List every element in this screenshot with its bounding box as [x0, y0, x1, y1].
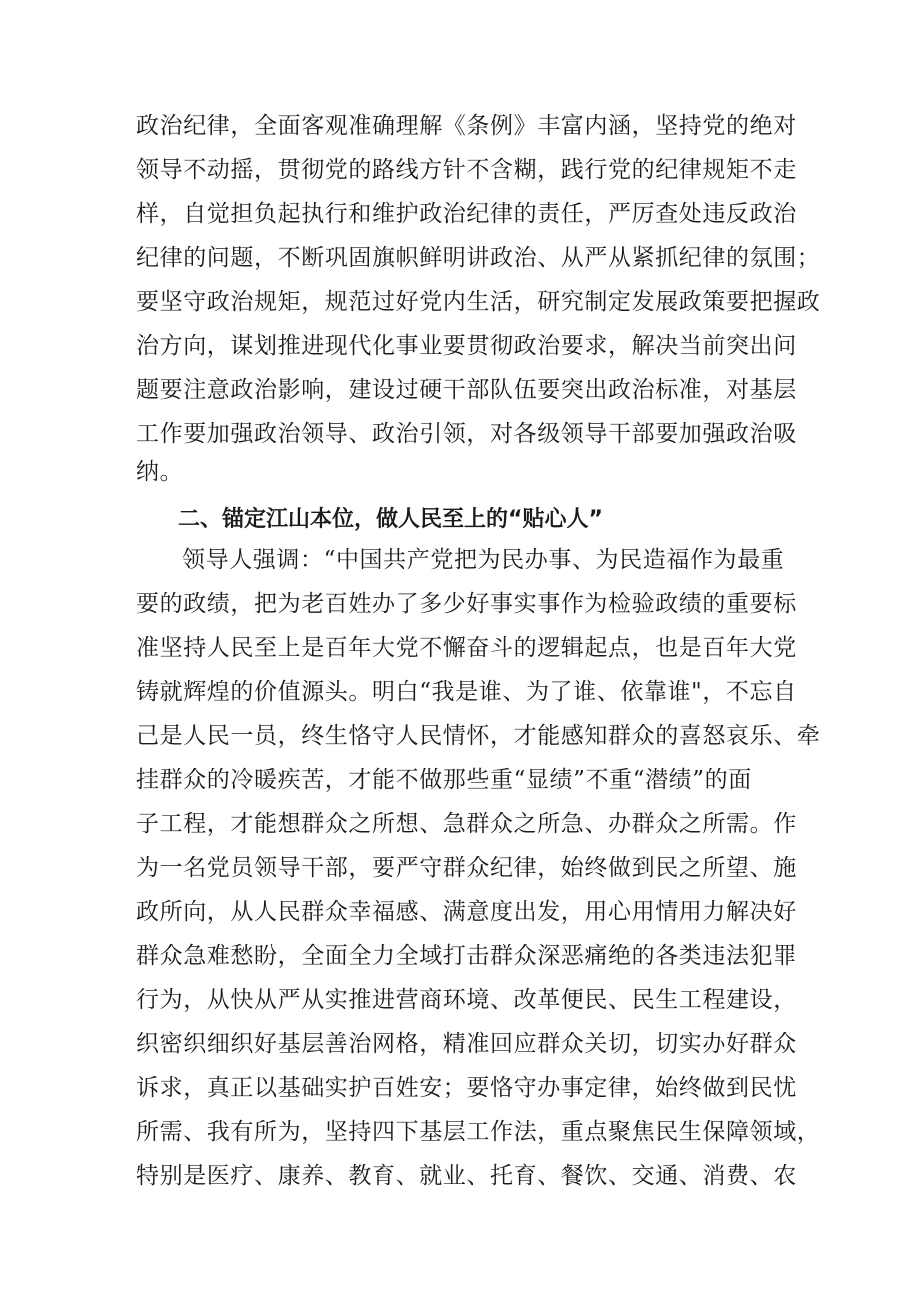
paragraph-line: 己是人民一员，终生恪守人民情怀，才能感知群众的喜怒哀乐、牵	[136, 723, 821, 749]
paragraph-line: 领导不动摇，贯彻党的路线方针不含糊，践行党的纪律规矩不走	[136, 157, 797, 183]
paragraph-line: 要的政绩，把为老百姓办了多少好事实事作为检验政绩的重要标	[136, 591, 797, 617]
paragraph-line: 行为，从快从严从实推进营商环境、改革便民、民生工程建设，	[136, 987, 797, 1013]
paragraph-line: 样，自觉担负起执行和维护政治纪律的责任，严厉查处违反政治	[136, 201, 797, 227]
paragraph-line: 铸就辉煌的价值源头。明白“我是谁、为了谁、依靠谁"，不忘自	[136, 679, 797, 705]
paragraph-line: 题要注意政治影响，建设过硬干部队伍要突出政治标准，对基层	[136, 377, 797, 403]
paragraph-line: 为一名党员领导干部，要严守群众纪律，始终做到民之所望、施	[136, 855, 797, 881]
paragraph-line: 特别是医疗、康养、教育、就业、托育、餐饮、交通、消费、农	[136, 1163, 797, 1189]
paragraph-line: 要坚守政治规矩，规范过好党内生活，研究制定发展政策要把握政	[136, 289, 821, 315]
paragraph-line: 准坚持人民至上是百年大党不懈奋斗的逻辑起点，也是百年大党	[136, 635, 797, 661]
paragraph-line: 纪律的问题，不断巩固旗帜鲜明讲政治、从严从紧抓纪律的氛围；	[136, 245, 821, 271]
paragraph-line: 织密织细织好基层善治网格，精准回应群众关切，切实办好群众	[136, 1031, 797, 1057]
paragraph-line: 治方向，谋划推进现代化事业要贯彻政治要求，解决当前突出问	[136, 333, 797, 359]
paragraph-line: 所需、我有所为，坚持四下基层工作法，重点聚焦民生保障领域，	[136, 1119, 821, 1145]
paragraph-line: 群众急难愁盼，全面全力全域打击群众深恶痛绝的各类违法犯罪	[136, 943, 797, 969]
paragraph-line: 工作要加强政治领导、政治引领，对各级领导干部要加强政治吸	[136, 421, 797, 447]
paragraph-line: 子工程，才能想群众之所想、急群众之所急、办群众之所需。作	[136, 811, 797, 837]
paragraph-line: 挂群众的冷暖疾苦，才能不做那些重“显绩”不重“潜绩”的面	[136, 767, 752, 793]
paragraph-line: 领导人强调：“中国共产党把为民办事、为民造福作为最重	[182, 547, 785, 573]
paragraph-line: 诉求，真正以基础实护百姓安；要恪守办事定律，始终做到民忧	[136, 1075, 797, 1101]
paragraph-line: 政所向，从人民群众幸福感、满意度出发，用心用情用力解决好	[136, 899, 797, 925]
section-heading: 二、锚定江山本位，做人民至上的“贴心人”	[178, 507, 603, 532]
paragraph-line: 纳。	[136, 459, 184, 485]
paragraph-line: 政治纪律，全面客观准确理解《条例》丰富内涵，坚持党的绝对	[136, 113, 797, 139]
